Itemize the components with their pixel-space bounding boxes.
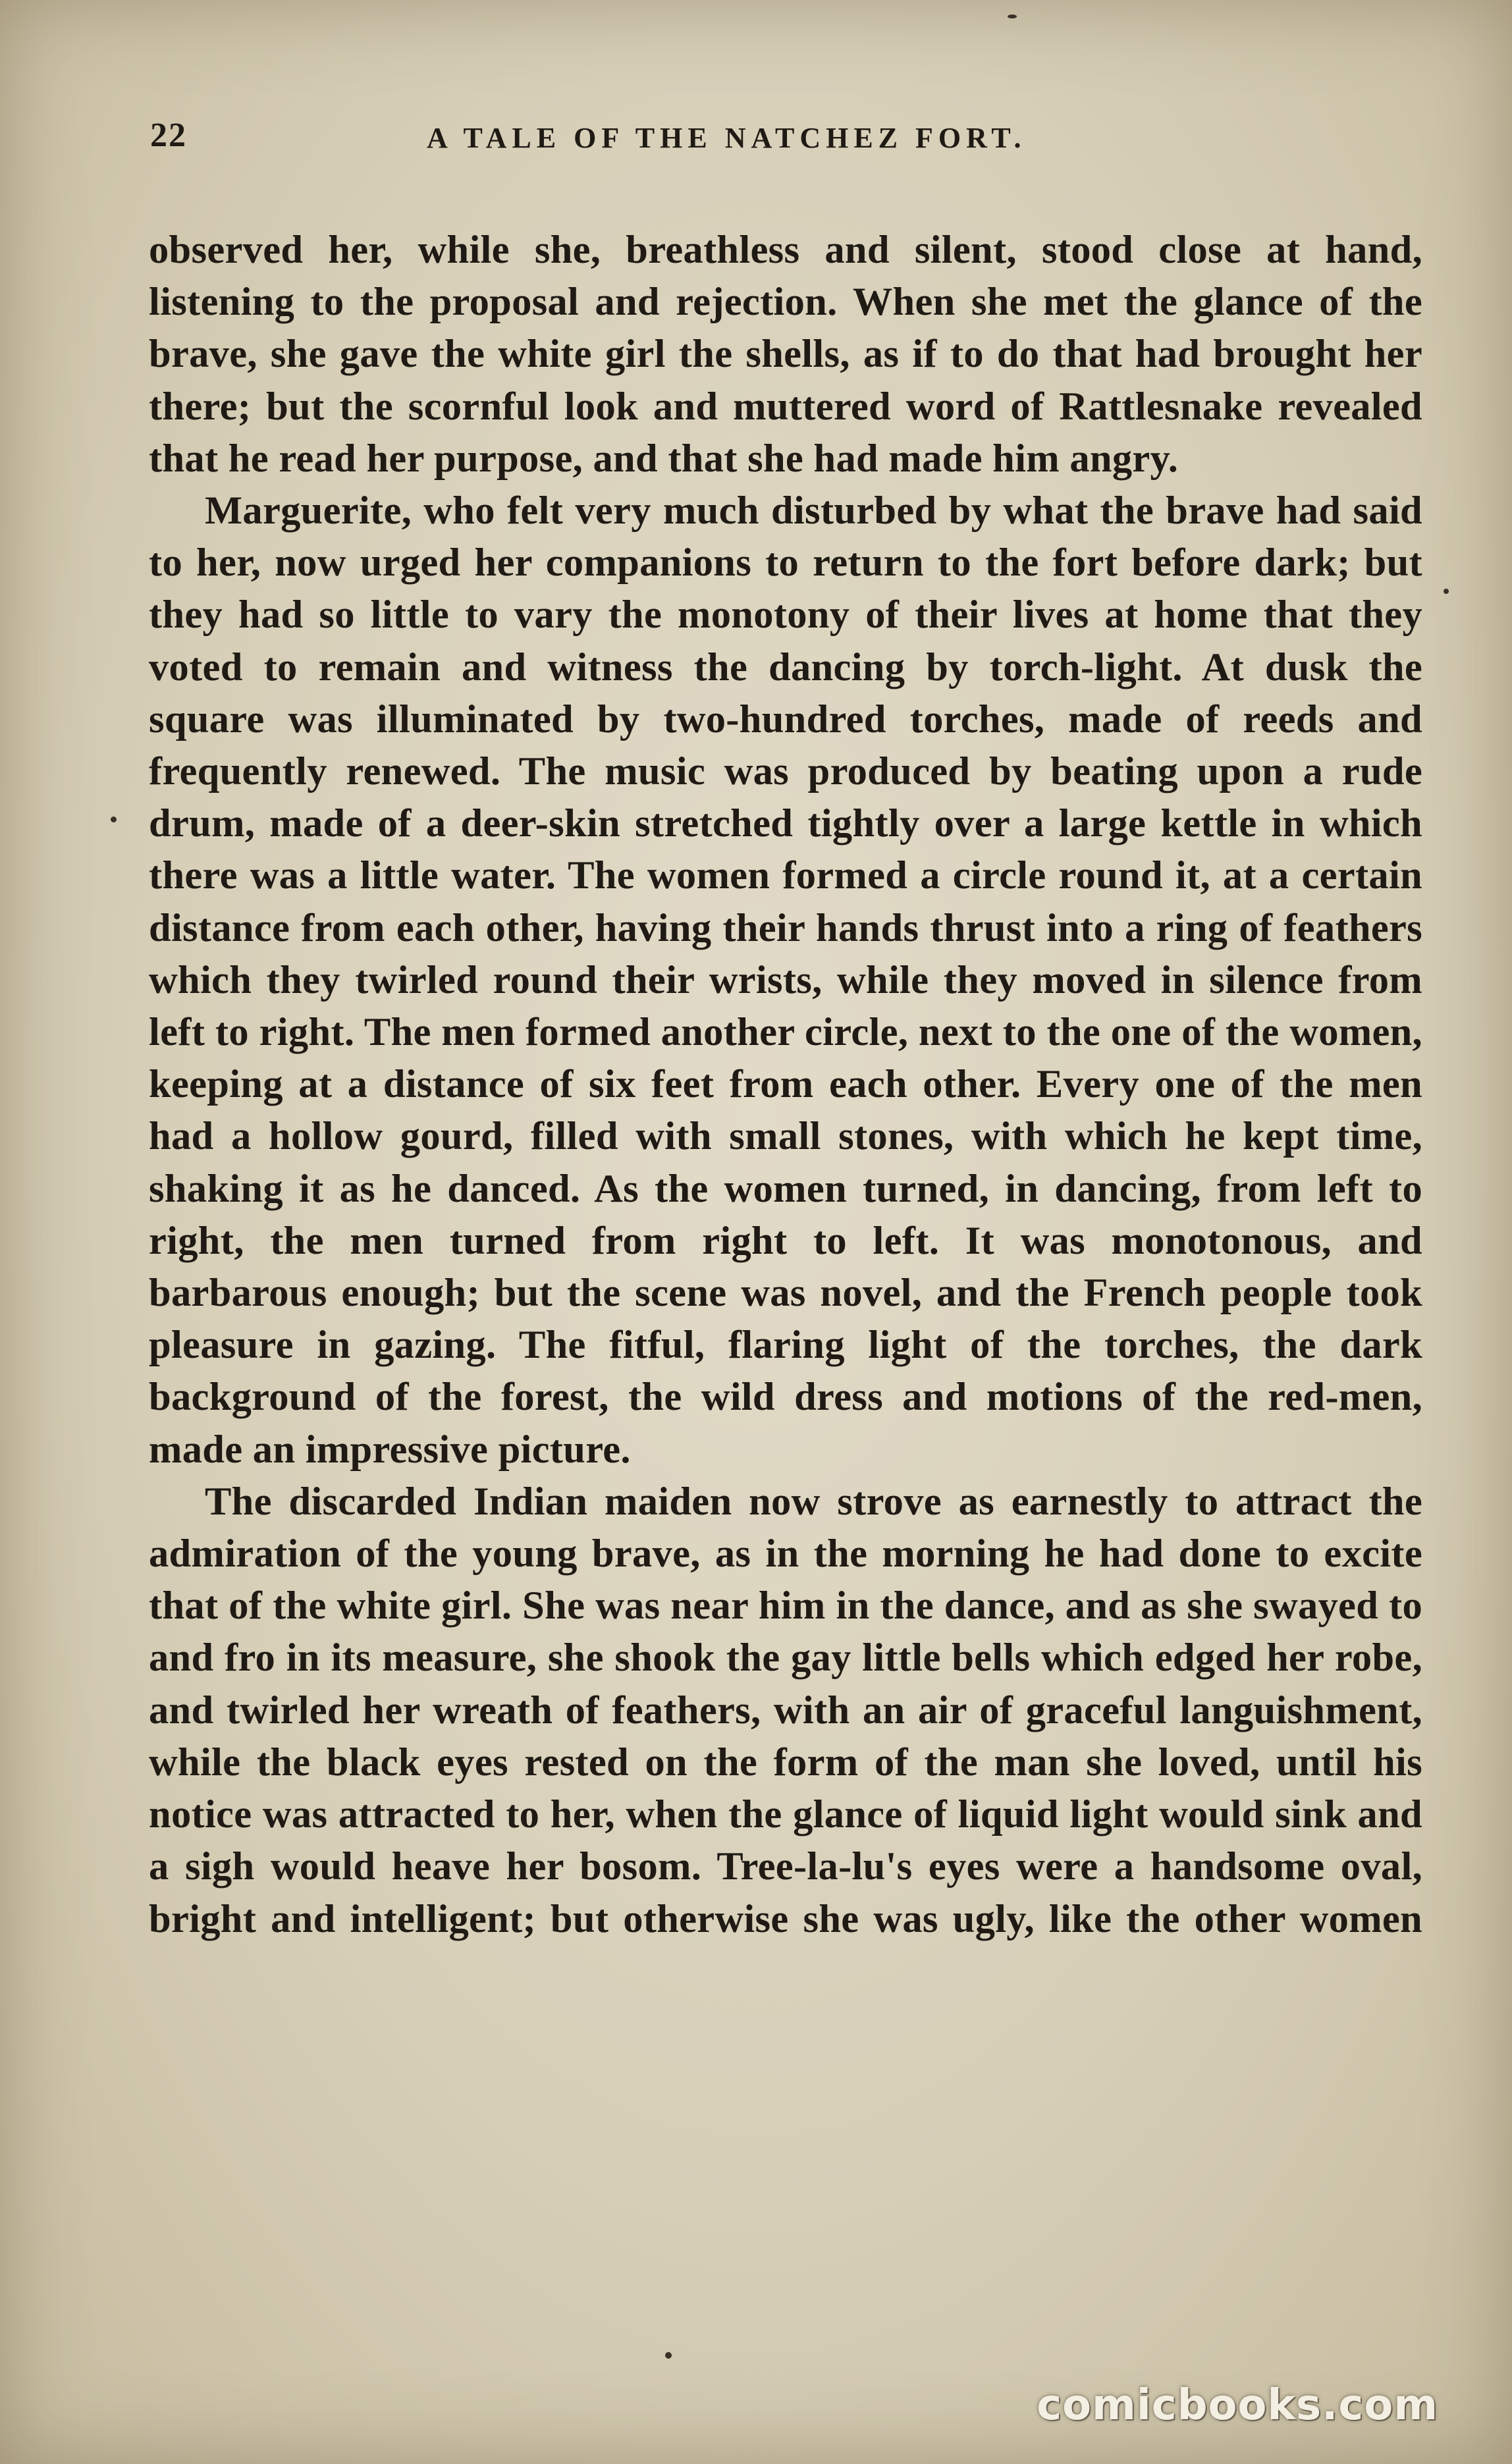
paragraph: observed her, while she, breathless and silent, stood close at hand, listening to the proposal and rejection. When she met the glance of the brave, she gave the white girl the shells, as if to do that had brought her there; but the scornful look and muttered word of Rattlesnake revealed that he read her purpose, and that she had made him angry. (149, 228, 1422, 481)
paragraph: Marguerite, who felt very much disturbed by what the brave had said to her, now urged her companions to return to the fort before dark; but they had so little to vary the monotony of their lives at home that they voted to remain and witness the dancing by torch-light. At dusk the square was illuminated by two-hundred torches, made of reeds and frequently renewed. The music was produced by beating upon a rude drum, made of a deer-skin stretched tightly over a large kettle in which there was a little water. The women formed a circle round it, at a certain distance from each other, having their hands thrust into a ring of feathers which they twirled round their wrists, while they moved in silence from left to right. The men formed another circle, next to the one of the women, keeping at a distance of six feet from each other. Every one of the men had a hollow gourd, filled with small stones, with which he kept time, shaking it as he danced. As the women turned, in dancing, from left to right, the men turned from right to left. It was monotonous, and barbarous enough; but the scene was novel, and the French people took pleasure in gazing. The fitful, flaring light of the torches, the dark background of the forest, the wild dress and motions of the red-men, made an impressive picture. (149, 489, 1422, 1472)
running-head: A TALE OF THE NATCHEZ FORT. (427, 122, 1027, 154)
ink-speck (1444, 589, 1449, 594)
paragraph: The discarded Indian maiden now strove as earnestly to attract the admiration of the young brave, as in the morning he had done to excite that of the white girl. She was near him in the dance, and as she swayed to and fro in its measure, she shook the gay little bells which edged her robe, and twirled her wreath of feathers, with an air of graceful languishment, while the black eyes rested on the form of the man she loved, until his notice was attracted to her, when the glance of liquid light would sink and a sigh would heave her bosom. Tree-la-lu's eyes were a handsome oval, bright and intelligent; but otherwise she was ugly, like the other women (149, 1479, 1422, 1941)
watermark: comicbooks.com (1037, 2381, 1438, 2430)
page-number: 22 (150, 117, 187, 154)
ink-speck (1008, 14, 1017, 18)
ink-speck (111, 817, 117, 822)
body-text (149, 224, 1422, 1945)
ink-speck (665, 2352, 672, 2359)
page-header (150, 116, 1421, 169)
